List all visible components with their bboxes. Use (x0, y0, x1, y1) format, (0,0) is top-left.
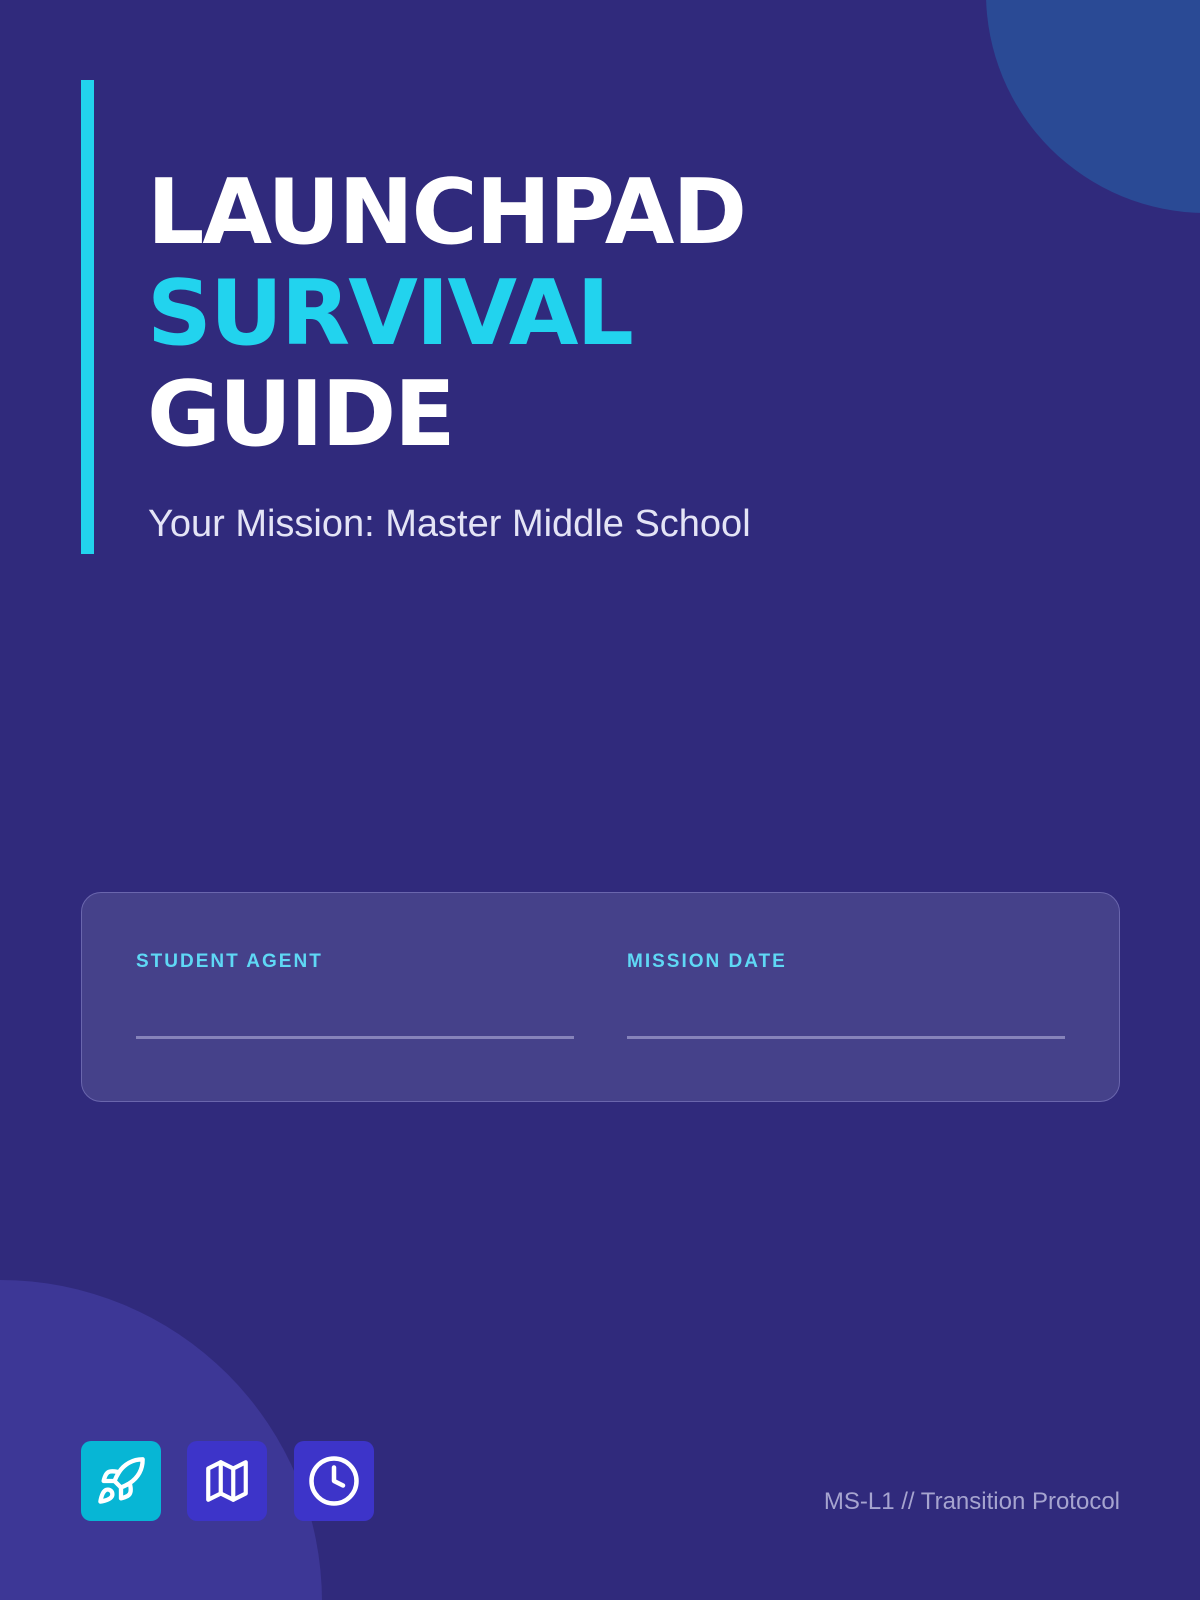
mission-date-line[interactable] (627, 1036, 1065, 1039)
student-agent-line[interactable] (136, 1036, 574, 1039)
footer-code: MS-L1 // Transition Protocol (823, 1488, 1120, 1515)
clock-tile (294, 1441, 374, 1521)
map-tile (187, 1441, 267, 1521)
rocket-tile (81, 1441, 161, 1521)
title-line-guide: GUIDE (147, 362, 454, 467)
student-agent-field[interactable] (136, 951, 574, 973)
title-accent-bar (81, 80, 94, 554)
clock-icon (307, 1454, 361, 1508)
mission-date-label: MISSION DATE (627, 951, 787, 972)
decorative-circle-top-right (986, 0, 1200, 213)
student-info-card (81, 892, 1120, 1102)
decorative-circle-bottom-left (0, 1280, 322, 1600)
page-title (147, 162, 745, 465)
mission-date-field[interactable] (627, 951, 1065, 973)
page-subtitle: Your Mission: Master Middle School (148, 503, 751, 545)
student-agent-label: STUDENT AGENT (136, 951, 323, 972)
rocket-icon (95, 1455, 147, 1507)
title-line-launchpad: LAUNCHPAD (147, 160, 746, 265)
map-icon (202, 1456, 252, 1506)
title-line-survival: SURVIVAL (147, 261, 632, 366)
